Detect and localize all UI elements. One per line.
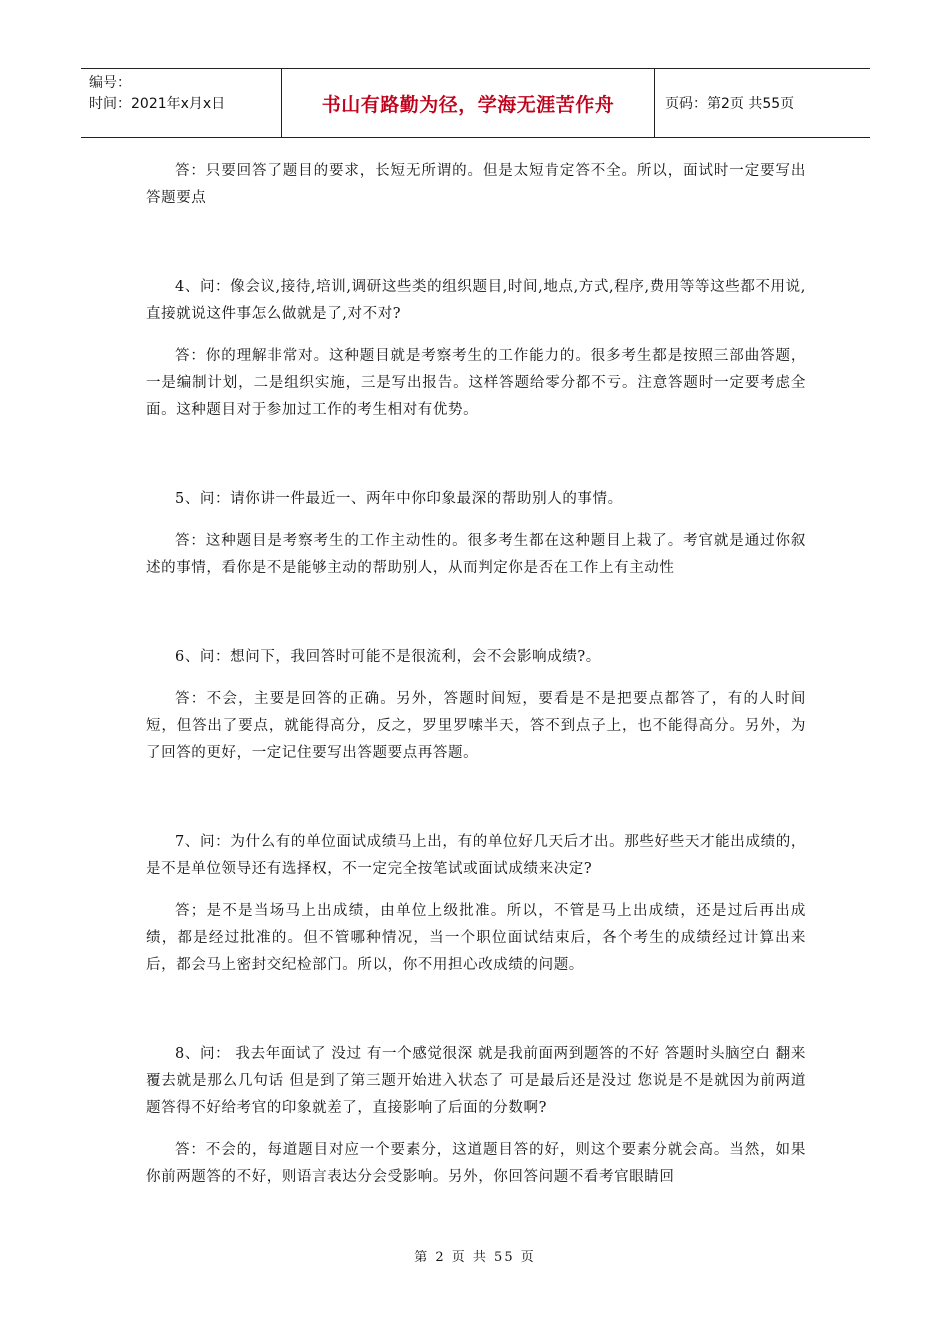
number-label: 编号： [89, 75, 131, 91]
page-footer: 第 2 页 共 55 页 [414, 1250, 536, 1265]
answer-paragraph: 答：只要回答了题目的要求，长短无所谓的。但是太短肯定答不全。所以，面试时一定要写出答题要点 [146, 163, 806, 206]
answer-paragraph: 答：你的理解非常对。这种题目就是考察考生的工作能力的。很多考生都是按照三部曲答题，一是编制计划，二是组织实施，三是写出报告。这样答题给零分都不亏。注意答题时一定要考虑全面。这种题目对于参加过工作的考生相对有优势。 [146, 348, 806, 418]
question-paragraph: 6、问：想问下，我回答时可能不是很流利，会不会影响成绩?。 [175, 649, 601, 665]
question-paragraph: 8、问： 我去年面试了 没过 有一个感觉很深 就是我前面两到题答的不好 答题时头脑空白 翻来覆去就是那么几句话 但是到了第三题开始进入状态了 可是最后还是没过 您说是不是就因为前两道题答得不好给考官的印象就差了，直接影响了后面的分数啊? [146, 1046, 806, 1116]
header-meta [81, 69, 282, 137]
question-paragraph: 7、问：为什么有的单位面试成绩马上出，有的单位好几天后才出。那些好些天才能出成绩的，是不是单位领导还有选择权，不一定完全按笔试或面试成绩来决定? [146, 834, 806, 877]
date-line: 时间：2021年x月x日 [89, 96, 226, 112]
header-motto: 书山有路勤为径，学海无涯苦作舟 [282, 69, 655, 137]
header-page-code: 页码：第2页 共55页 [665, 96, 795, 112]
answer-paragraph: 答：不会，主要是回答的正确。另外，答题时间短，要看是不是把要点都答了，有的人时间短，但答出了要点，就能得高分，反之，罗里罗嗦半天，答不到点子上，也不能得高分。另外，为了回答的更好，一定记住要写出答题要点再答题。 [146, 691, 806, 761]
answer-paragraph: 答；是不是当场马上出成绩，由单位上级批准。所以，不管是马上出成绩，还是过后再出成绩，都是经过批准的。但不管哪种情况，当一个职位面试结束后，各个考生的成绩经过计算出来后，都会马上密封交纪检部门。所以，你不用担心改成绩的问题。 [146, 903, 806, 973]
page-header [81, 68, 870, 138]
answer-paragraph: 答：不会的，每道题目对应一个要素分，这道题目答的好，则这个要素分就会高。当然，如果你前两题答的不好，则语言表达分会受影响。另外，你回答问题不看考官眼睛回 [146, 1142, 806, 1185]
document-body [146, 158, 806, 1191]
answer-paragraph: 答：这种题目是考察考生的工作主动性的。很多考生都在这种题目上栽了。考官就是通过你叙述的事情，看你是不是能够主动的帮助别人，从而判定你是否在工作上有主动性 [146, 533, 806, 576]
question-paragraph: 5、问：请你讲一件最近一、两年中你印象最深的帮助别人的事情。 [175, 491, 623, 507]
question-paragraph: 4、问：像会议,接待,培训,调研这些类的组织题目,时间,地点,方式,程序,费用等等这些都不用说,直接就说这件事怎么做就是了,对不对? [146, 279, 806, 322]
